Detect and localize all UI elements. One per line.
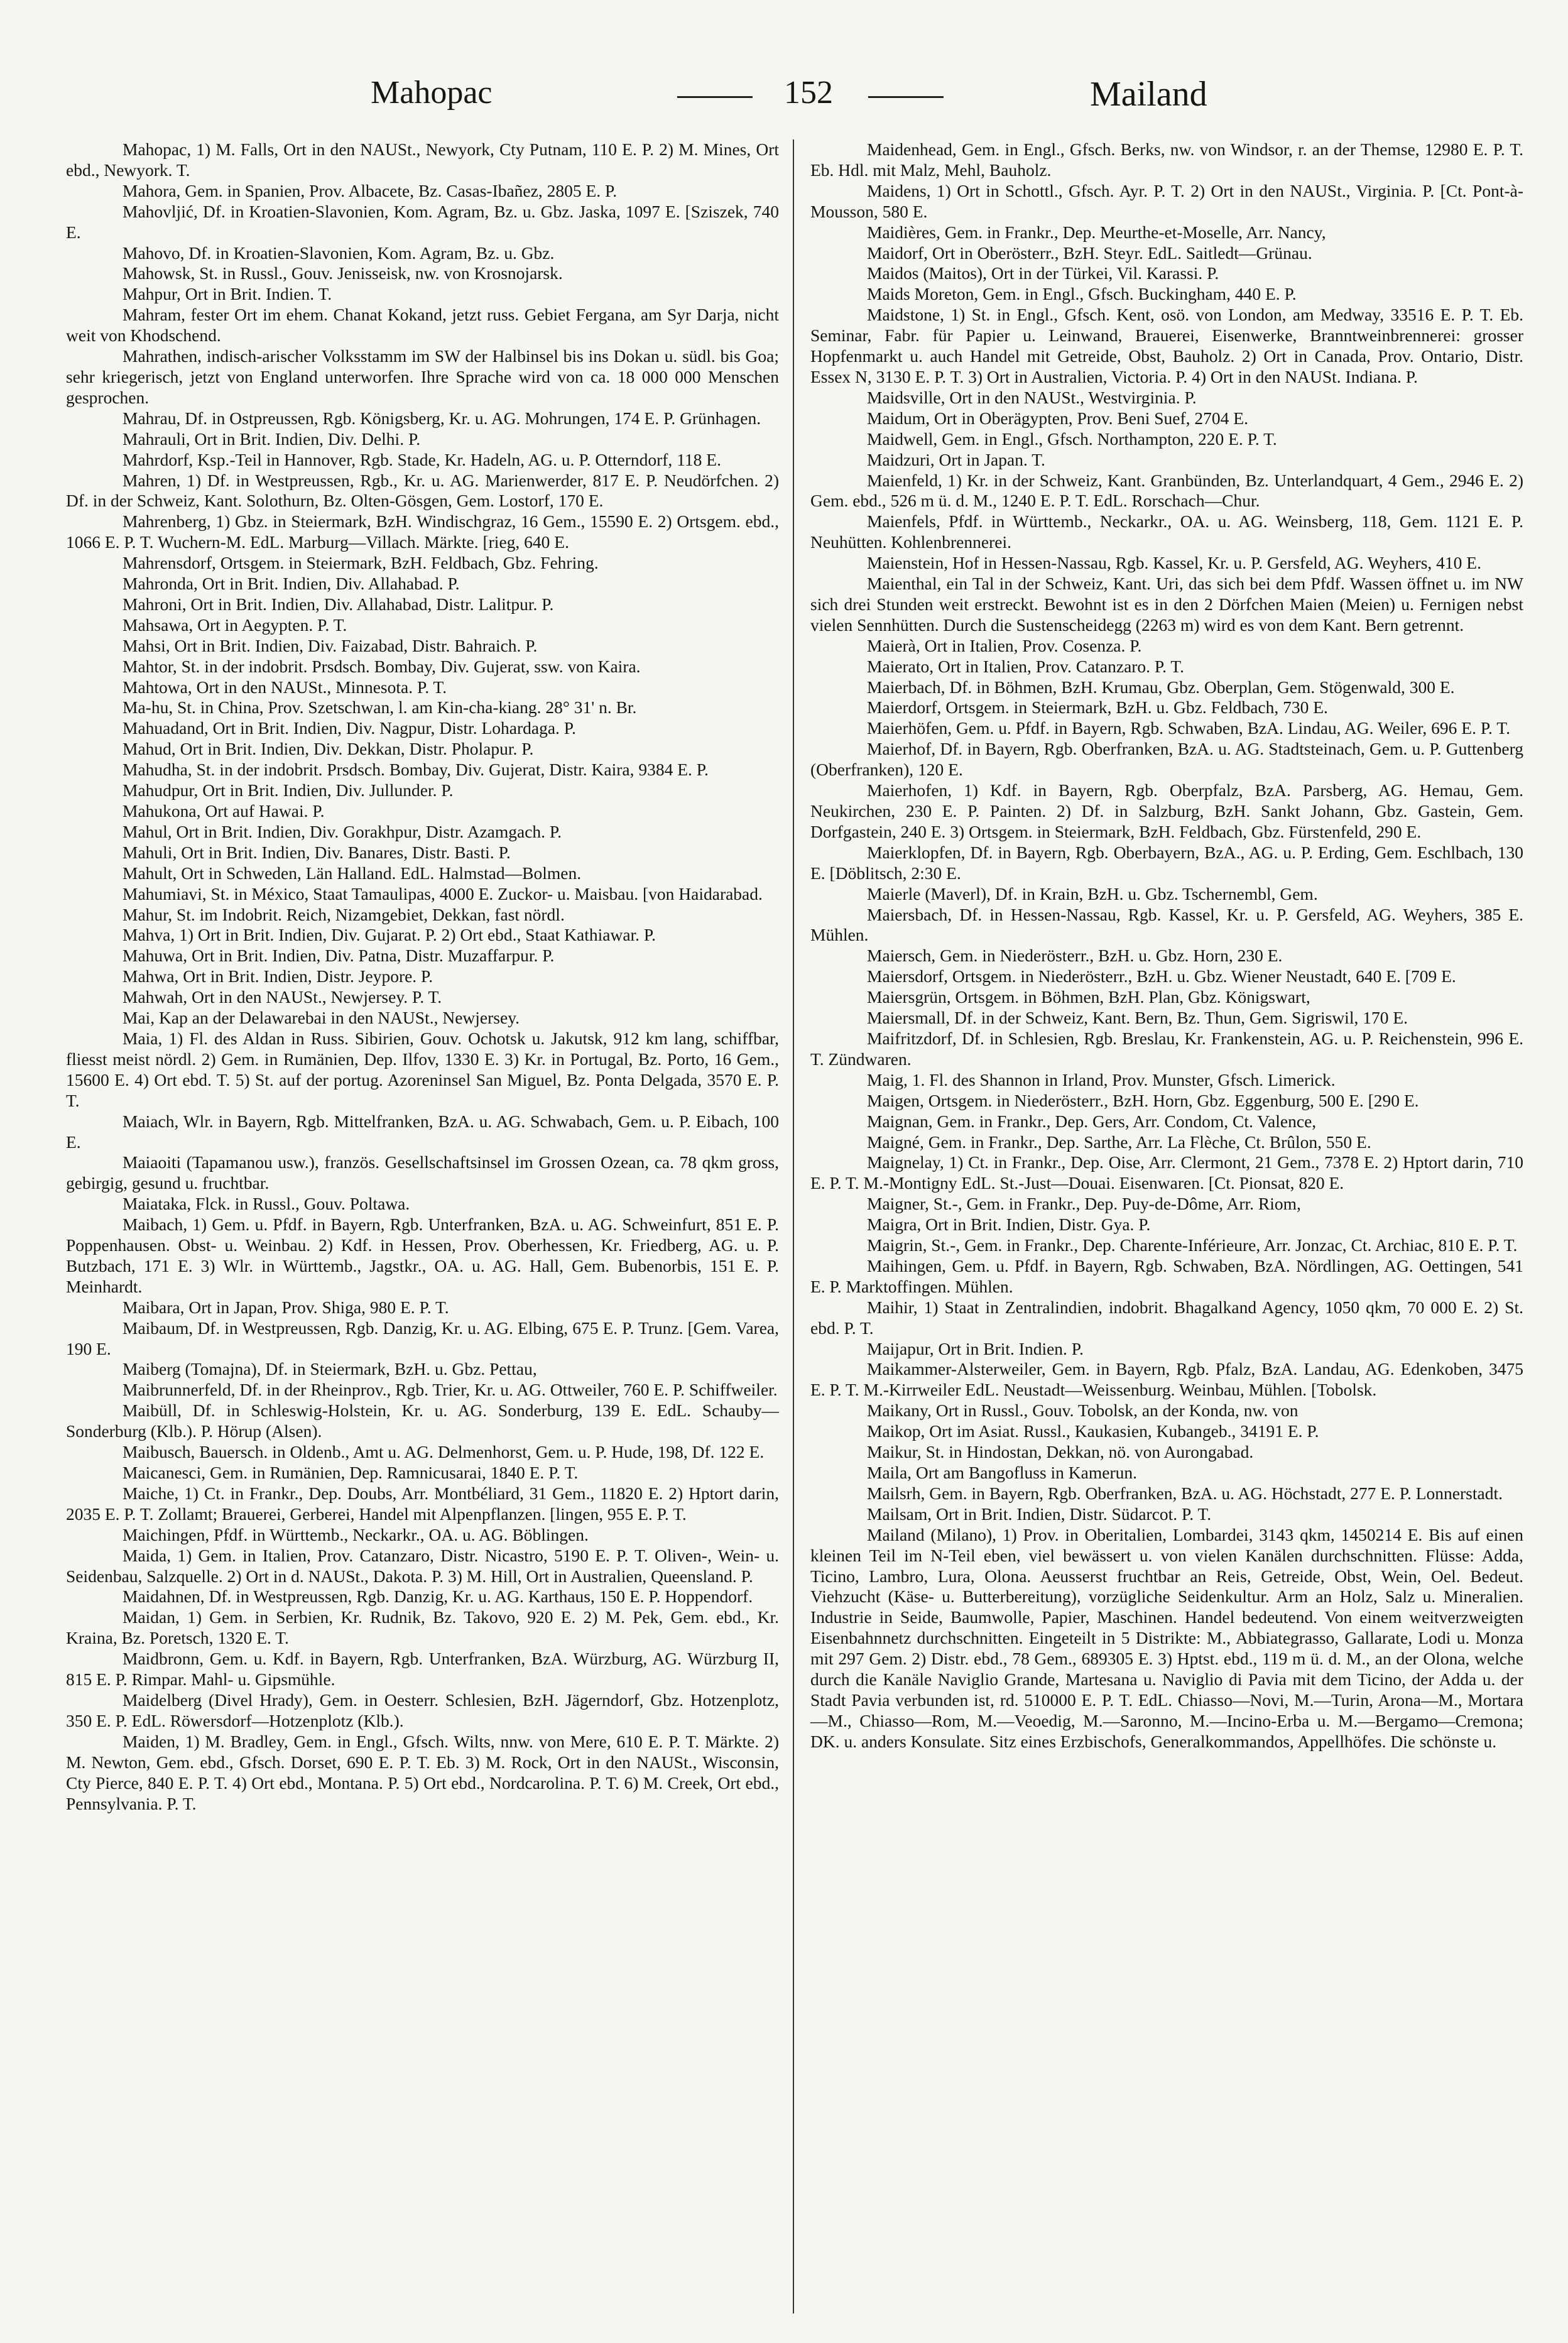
left-entry: Mahur, St. im Indobrit. Reich, Nizamgebiet, Dekkan, fast nördl. bbox=[122, 904, 565, 924]
left-entry: Maichingen, Pfdf. in Württemb., Neckarkr., OA. u. AG. Böblingen. bbox=[122, 1524, 589, 1544]
left-entry: Mahud, Ort in Brit. Indien, Div. Dekkan, Distr. Pholapur. P. bbox=[122, 739, 534, 759]
right-entry: Maienthal, ein Tal in der Schweiz, Kant. Uri, das sich bei dem Pfdf. Wassen öffnet u. im NW sich drei Stunden weit erstreckt. Bewohnt ist es in den 2 Dörfchen Maien (Meien) u. Fernigen nebst vielen Sennhütten. Durch die Sustenscheidegg (2263 m) wird es von dem Kant. Bern getrennt. bbox=[810, 574, 1523, 635]
right-entry: Maierhofen, 1) Kdf. in Bayern, Rgb. Oberpfalz, BzA. Parsberg, AG. Hemau, Gem. Neukirchen, 230 E. P. Painten. 2) Df. in Salzburg, BzH. Sankt Johann, Gbz. Gastein, Gem. Dorfgastein, 240 E. 3) Ortsgem. in Steiermark, BzH. Feldbach, Gbz. Fürstenfeld, 290 E. bbox=[810, 780, 1523, 841]
right-entry: Maierklopfen, Df. in Bayern, Rgb. Oberbayern, BzA., AG. u. P. Erding, Gem. Eschlbach, 130 E. [Döblitsch, 2:30 E. bbox=[810, 842, 1523, 883]
page-number: 152 bbox=[784, 75, 833, 111]
right-column bbox=[810, 139, 1523, 1752]
right-entry: Maidwell, Gem. in Engl., Gfsch. Northampton, 220 E. P. T. bbox=[867, 429, 1277, 449]
left-entry: Mahukona, Ort auf Hawai. P. bbox=[122, 801, 325, 821]
right-entry: Maids Moreton, Gem. in Engl., Gfsch. Buckingham, 440 E. P. bbox=[867, 284, 1297, 304]
left-entry: Mahram, fester Ort im ehem. Chanat Kokand, jetzt russ. Gebiet Fergana, am Syr Darja, nicht weit von Khodschend. bbox=[66, 305, 779, 346]
left-entry: Mahovo, Df. in Kroatien-Slavonien, Kom. Agram, Bz. u. Gbz. bbox=[122, 243, 555, 263]
left-entry: Mahren, 1) Df. in Westpreussen, Rgb., Kr. u. AG. Marienwerder, 817 E. P. Neudörfchen. 2) Df. in der Schweiz, Kant. Solothurn, Bz. Olten-Gösgen, Gem. Lostorf, 170 E. bbox=[66, 470, 779, 511]
left-entry: Mahsawa, Ort in Aegypten. P. T. bbox=[122, 614, 347, 635]
header-right-keyword: Mailand bbox=[1090, 75, 1207, 114]
right-entry: Maignelay, 1) Ct. in Frankr., Dep. Oise, Arr. Clermont, 21 Gem., 7378 E. 2) Hptort darin, 710 E. P. T. M.-Montigny EdL. St.-Just—Douai. Eisenwaren. [Ct. Pionsat, 820 E. bbox=[810, 1152, 1523, 1193]
left-entry: Mahul, Ort in Brit. Indien, Div. Gorakhpur, Distr. Azamgach. P. bbox=[122, 821, 562, 841]
left-entry: Mahuwa, Ort in Brit. Indien, Div. Patna, Distr. Muzaffarpur. P. bbox=[122, 946, 555, 966]
header-dash-right bbox=[868, 96, 944, 98]
right-entry: Maierhof, Df. in Bayern, Rgb. Oberfranken, BzA. u. AG. Stadtsteinach, Gem. u. P. Guttenberg (Oberfranken), 120 E. bbox=[810, 739, 1523, 780]
left-entry: Mahva, 1) Ort in Brit. Indien, Div. Gujarat. P. 2) Ort ebd., Staat Kathiawar. P. bbox=[122, 925, 656, 945]
left-entry: Mahsi, Ort in Brit. Indien, Div. Faizabad, Distr. Bahraich. P. bbox=[122, 635, 538, 655]
left-entry: Maibüll, Df. in Schleswig-Holstein, Kr. u. AG. Sonderburg, 139 E. EdL. Schauby—Sonderburg (Klb.). P. Hörup (Alsen). bbox=[66, 1401, 779, 1441]
right-entry: Maierle (Maverl), Df. in Krain, BzH. u. Gbz. Tschernembl, Gem. bbox=[867, 883, 1318, 904]
left-entry: Mahuli, Ort in Brit. Indien, Div. Banares, Distr. Basti. P. bbox=[122, 842, 511, 862]
left-entry: Maiataka, Flck. in Russl., Gouv. Poltawa. bbox=[122, 1194, 410, 1214]
left-entry: Ma-hu, St. in China, Prov. Szetschwan, l. am Kin-cha-kiang. 28° 31' n. Br. bbox=[122, 697, 637, 718]
page-header bbox=[0, 74, 1568, 131]
right-entry: Maikammer-Alsterweiler, Gem. in Bayern, Rgb. Pfalz, BzA. Landau, AG. Edenkoben, 3475 E. P. T. M.-Kirrweiler EdL. Neustadt—Weissenburg. Weinbau, Mühlen. [Tobolsk. bbox=[810, 1359, 1523, 1400]
right-entry: Maigen, Ortsgem. in Niederösterr., BzH. Horn, Gbz. Eggenburg, 500 E. [290 E. bbox=[867, 1090, 1419, 1110]
left-entry: Maidan, 1) Gem. in Serbien, Kr. Rudnik, Bz. Takovo, 920 E. 2) M. Pek, Gem. ebd., Kr. Kraina, Bz. Poretsch, 1320 E. T. bbox=[66, 1607, 779, 1648]
right-entry: Maidsville, Ort in den NAUSt., Westvirginia. P. bbox=[867, 387, 1197, 407]
right-entry: Maiersbach, Df. in Hessen-Nassau, Rgb. Kassel, Kr. u. P. Gersfeld, AG. Weyhers, 385 E. Mühlen. bbox=[810, 904, 1523, 945]
left-entry: Maicanesci, Gem. in Rumänien, Dep. Ramnicusarai, 1840 E. P. T. bbox=[122, 1463, 579, 1482]
left-entry: Mahora, Gem. in Spanien, Prov. Albacete, Bz. Casas-Ibañez, 2805 E. P. bbox=[122, 180, 618, 200]
left-entry: Maida, 1) Gem. in Italien, Prov. Catanzaro, Distr. Nicastro, 5190 E. P. T. Oliven-, Wein- u. Seidenbau, Salzquelle. 2) Ort in d. NAUSt., Dakota. P. 3) M. Hill, Ort in Australien, Queensland. P. bbox=[66, 1545, 779, 1586]
left-entry: Mahrensdorf, Ortsgem. in Steiermark, BzH. Feldbach, Gbz. Fehring. bbox=[122, 553, 599, 573]
right-entry: Maijapur, Ort in Brit. Indien. P. bbox=[867, 1338, 1084, 1358]
right-entry: Maidstone, 1) St. in Engl., Gfsch. Kent, osö. von London, am Medway, 33516 E. P. T. Eb. Seminar, Fabr. für Papier u. Leinwand, Brauerei, Eisenwerke, Branntweinbrennerei: grosser Hopfenmarkt u. auch Handel mit Getreide, Obst, Bauholz. 2) Ort in Canada, Prov. Ontario, Distr. Essex N, 3130 E. P. T. 3) Ort in Australien, Victoria. P. 4) Ort in den NAUSt. Indiana. P. bbox=[810, 305, 1523, 386]
right-entry: Maigné, Gem. in Frankr., Dep. Sarthe, Arr. La Flèche, Ct. Brûlon, 550 E. bbox=[867, 1132, 1371, 1152]
left-entry: Maiden, 1) M. Bradley, Gem. in Engl., Gfsch. Wilts, nnw. von Mere, 610 E. P. T. Märkte. 2) M. Newton, Gem. ebd., Gfsch. Dorset, 690 E. P. T. Eb. 3) M. Rock, Ort in den NAUSt., Wisconsin, Cty Pierce, 840 E. P. T. 4) Ort ebd., Montana. P. 5) Ort ebd., Nordcarolina. P. T. 6) M. Creek, Ort ebd., Pennsylvania. P. T. bbox=[66, 1731, 779, 1813]
left-entry: Mahovljić, Df. in Kroatien-Slavonien, Kom. Agram, Bz. u. Gbz. Jaska, 1097 E. [Sziszek, 740 E. bbox=[66, 201, 779, 242]
right-entry: Maierbach, Df. in Böhmen, BzH. Krumau, Gbz. Oberplan, Gem. Stögenwald, 300 E. bbox=[867, 677, 1455, 697]
left-entry: Mahult, Ort in Schweden, Län Halland. EdL. Halmstad—Bolmen. bbox=[122, 863, 582, 883]
left-entry: Mahrdorf, Ksp.-Teil in Hannover, Rgb. Stade, Kr. Hadeln, AG. u. P. Otterndorf, 118 E. bbox=[122, 449, 721, 469]
left-entry: Maiberg (Tomajna), Df. in Steiermark, BzH. u. Gbz. Pettau, bbox=[122, 1359, 537, 1379]
header-dash-left bbox=[677, 96, 753, 98]
left-entry: Maibusch, Bauersch. in Oldenb., Amt u. AG. Delmenhorst, Gem. u. P. Hude, 198, Df. 122 E. bbox=[122, 1442, 765, 1462]
right-entry: Maiersdorf, Ortsgem. in Niederösterr., BzH. u. Gbz. Wiener Neustadt, 640 E. [709 E. bbox=[867, 966, 1456, 986]
right-entry: Maignan, Gem. in Frankr., Dep. Gers, Arr. Condom, Ct. Valence, bbox=[867, 1111, 1317, 1131]
left-entry: Mahudha, St. in der indobrit. Prsdsch. Bombay, Div. Gujerat, Distr. Kaira, 9384 E. P. bbox=[122, 760, 709, 780]
left-entry: Mahtowa, Ort in den NAUSt., Minnesota. P. T. bbox=[122, 677, 447, 697]
right-entry: Maidzuri, Ort in Japan. T. bbox=[867, 449, 1045, 469]
left-entry: Maiche, 1) Ct. in Frankr., Dep. Doubs, Arr. Montbéliard, 31 Gem., 11820 E. 2) Hptort darin, 2035 E. P. T. Zollamt; Brauerei, Gerberei, Handel mit Alpenpflanzen. [lingen, 955 E. P. T. bbox=[66, 1483, 779, 1524]
left-entry: Mahowsk, St. in Russl., Gouv. Jenisseisk, nw. von Krosnojarsk. bbox=[122, 263, 563, 283]
left-entry: Maibaum, Df. in Westpreussen, Rgb. Danzig, Kr. u. AG. Elbing, 675 E. P. Trunz. [Gem. Varea, 190 E. bbox=[66, 1318, 779, 1358]
left-entry: Mai, Kap an der Delawarebai in den NAUSt., Newjersey. bbox=[122, 1008, 520, 1028]
right-entry: Maidens, 1) Ort in Schottl., Gfsch. Ayr. P. T. 2) Ort in den NAUSt., Virginia. P. [Ct. Pont-à-Mousson, 580 E. bbox=[810, 180, 1523, 221]
right-entry: Maiersmall, Df. in der Schweiz, Kant. Bern, Bz. Thun, Gem. Sigriswil, 170 E. bbox=[867, 1008, 1408, 1028]
left-entry: Mahroni, Ort in Brit. Indien, Div. Allahabad, Distr. Lalitpur. P. bbox=[122, 594, 554, 614]
left-entry: Mahrauli, Ort in Brit. Indien, Div. Delhi. P. bbox=[122, 429, 421, 449]
left-entry: Mahpur, Ort in Brit. Indien. T. bbox=[122, 284, 332, 304]
right-entry: Maiersch, Gem. in Niederösterr., BzH. u. Gbz. Horn, 230 E. bbox=[867, 946, 1283, 966]
right-entry: Maierà, Ort in Italien, Prov. Cosenza. P. bbox=[867, 635, 1142, 655]
left-entry: Mahwah, Ort in den NAUSt., Newjersey. P. T. bbox=[122, 987, 442, 1007]
column-divider bbox=[793, 139, 794, 2313]
left-entry: Maibara, Ort in Japan, Prov. Shiga, 980 E. P. T. bbox=[122, 1297, 449, 1317]
right-entry: Maiersgrün, Ortsgem. in Böhmen, BzH. Plan, Gbz. Königswart, bbox=[867, 987, 1310, 1007]
left-entry: Maidelberg (Divel Hrady), Gem. in Oesterr. Schlesien, BzH. Jägerndorf, Gbz. Hotzenplotz, 350 E. P. EdL. Röwersdorf—Hotzenplotz (Klb.). bbox=[66, 1690, 779, 1730]
left-entry: Mahudpur, Ort in Brit. Indien, Div. Jullunder. P. bbox=[122, 780, 454, 800]
left-entry: Mahwa, Ort in Brit. Indien, Distr. Jeypore. P. bbox=[122, 966, 433, 986]
right-entry: Maierhöfen, Gem. u. Pfdf. in Bayern, Rgb. Schwaben, BzA. Lindau, AG. Weiler, 696 E. P. T. bbox=[867, 718, 1510, 738]
right-entry: Mailand (Milano), 1) Prov. in Oberitalien, Lombardei, 3143 qkm, 1450214 E. Bis auf einen kleinen Teil im N-Teil eben, viel bewässert u. von vielen Kanälen durchschnitten. Flüsse: Adda, Ticino, Lambro, Lura, Olona. Aeusserst fruchtbar an Reis, Getreide, Obst, Wein, Oel. Bedeut. Viehzucht (Käse- u. Butterbereitung), vorzügliche Seidenkultur. Arm an Holz, Salz u. Mineralien. Industrie in Seide, Baumwolle, Papier, Maschinen. Handel bedeutend. Von einem weitverzweigten Eisenbahnnetz durchschnitten. Eingeteilt in 5 Distrikte: M., Abbiategrasso, Gallarate, Lodi u. Monza mit 297 Gem. 2) Distr. ebd., 78 Gem., 689305 E. 3) Hptst. ebd., 119 m ü. d. M., an der Olona, welche durch die Kanäle Naviglio Grande, Martesana u. Naviglio di Pavia mit dem Ticino, der Adda u. der Stadt Pavia verbunden ist, rd. 510000 E. P. T. EdL. Chiasso—Novi, M.—Turin, Arona—M., Mortara—M., Chiasso—Rom, M.—Veoedig, M.—Saronno, M.—Incino-Erba u. M.—Bergamo—Cremona; DK. u. anders Konsulate. Sitz eines Erzbischofs, Generalkommandos, Appellhöfes. Die schönste u. bbox=[810, 1524, 1523, 1751]
right-entry: Maikur, St. in Hindostan, Dekkan, nö. von Aurongabad. bbox=[867, 1442, 1254, 1462]
left-entry: Maiach, Wlr. in Bayern, Rgb. Mittelfranken, BzA. u. AG. Schwabach, Gem. u. P. Eibach, 100 E. bbox=[66, 1111, 779, 1152]
left-entry: Mahopac, 1) M. Falls, Ort in den NAUSt., Newyork, Cty Putnam, 110 E. P. 2) M. Mines, Ort ebd., Newyork. T. bbox=[66, 139, 779, 180]
left-entry: Maibach, 1) Gem. u. Pfdf. in Bayern, Rgb. Unterfranken, BzA. u. AG. Schweinfurt, 851 E. P. Poppenhausen. Obst- u. Weinbau. 2) Kdf. in Hessen, Prov. Oberhessen, Kr. Friedberg, AG. u. P. Butzbach, 171 E. 3) Wlr. in Württemb., Jagstkr., OA. u. AG. Hall, Gem. Bubenorbis, 151 E. P. Meinhardt. bbox=[66, 1215, 779, 1296]
right-entry: Maikop, Ort im Asiat. Russl., Kaukasien, Kubangeb., 34191 E. P. bbox=[867, 1421, 1319, 1441]
right-entry: Maigrin, St.-, Gem. in Frankr., Dep. Charente-Inférieure, Arr. Jonzac, Ct. Archiac, 810 E. P. T. bbox=[867, 1235, 1518, 1255]
left-column bbox=[66, 139, 779, 1814]
left-entry: Mahronda, Ort in Brit. Indien, Div. Allahabad. P. bbox=[122, 574, 460, 594]
left-entry: Maia, 1) Fl. des Aldan in Russ. Sibirien, Gouv. Ochotsk u. Jakutsk, 912 km lang, schiffbar, fliesst meist nördl. 2) Gem. in Rumänien, Dep. Ilfov, 1330 E. 3) Kr. in Portugal, Bz. Porto, 16 Gem., 15600 E. 4) Ort ebd. T. 5) St. auf der portug. Azoreninsel San Miguel, Bz. Ponta Delgada, 3570 E. P. T. bbox=[66, 1028, 779, 1110]
right-entry: Maidum, Ort in Oberägypten, Prov. Beni Suef, 2704 E. bbox=[867, 408, 1248, 428]
left-entry: Maibrunnerfeld, Df. in der Rheinprov., Rgb. Trier, Kr. u. AG. Ottweiler, 760 E. P. Schiffweiler. bbox=[122, 1380, 778, 1400]
right-entry: Maidorf, Ort in Oberösterr., BzH. Steyr. EdL. Saitledt—Grünau. bbox=[867, 243, 1312, 263]
right-entry: Maidos (Maitos), Ort in der Türkei, Vil. Karassi. P. bbox=[867, 263, 1219, 283]
right-entry: Maikany, Ort in Russl., Gouv. Tobolsk, an der Konda, nw. von bbox=[867, 1401, 1298, 1421]
right-entry: Maienstein, Hof in Hessen-Nassau, Rgb. Kassel, Kr. u. P. Gersfeld, AG. Weyhers, 410 E. bbox=[867, 553, 1481, 573]
right-entry: Maierdorf, Ortsgem. in Steiermark, BzH. u. Gbz. Feldbach, 730 E. bbox=[867, 697, 1328, 718]
right-entry: Mailsam, Ort in Brit. Indien, Distr. Südarcot. P. T. bbox=[867, 1504, 1212, 1524]
left-entry: Maidahnen, Df. in Westpreussen, Rgb. Danzig, Kr. u. AG. Karthaus, 150 E. P. Hoppendorf. bbox=[122, 1587, 753, 1607]
right-entry: Maig, 1. Fl. des Shannon in Irland, Prov. Munster, Gfsch. Limerick. bbox=[867, 1069, 1336, 1090]
right-entry: Maienfels, Pfdf. in Württemb., Neckarkr., OA. u. AG. Weinsberg, 118, Gem. 1121 E. P. Neuhütten. Kohlenbrennerei. bbox=[810, 511, 1523, 552]
left-entry: Maiaoiti (Tapamanou usw.), französ. Gesellschaftsinsel im Grossen Ozean, ca. 78 qkm gross, gebirgig, gesund u. fruchtbar. bbox=[66, 1152, 779, 1193]
right-entry: Mailsrh, Gem. in Bayern, Rgb. Oberfranken, BzA. u. AG. Höchstadt, 277 E. P. Lonnerstadt. bbox=[867, 1483, 1503, 1503]
right-entry: Maienfeld, 1) Kr. in der Schweiz, Kant. Granbünden, Bz. Unterlandquart, 4 Gem., 2946 E. 2) Gem. ebd., 526 m ü. d. M., 1240 E. P. T. EdL. Rorschach—Chur. bbox=[810, 470, 1523, 511]
right-entry: Maidières, Gem. in Frankr., Dep. Meurthe-et-Moselle, Arr. Nancy, bbox=[867, 222, 1326, 242]
left-entry: Mahumiavi, St. in México, Staat Tamaulipas, 4000 E. Zuckor- u. Maisbau. [von Haidarabad. bbox=[122, 883, 763, 904]
right-entry: Maihingen, Gem. u. Pfdf. in Bayern, Rgb. Schwaben, BzA. Nördlingen, AG. Oettingen, 541 E. P. Marktoffingen. Mühlen. bbox=[810, 1255, 1523, 1296]
left-entry: Mahrau, Df. in Ostpreussen, Rgb. Königsberg, Kr. u. AG. Mohrungen, 174 E. P. Grünhagen. bbox=[122, 408, 761, 428]
right-entry: Maigner, St.-, Gem. in Frankr., Dep. Puy-de-Dôme, Arr. Riom, bbox=[867, 1194, 1301, 1214]
left-entry: Mahtor, St. in der indobrit. Prsdsch. Bombay, Div. Gujerat, ssw. von Kaira. bbox=[122, 656, 641, 676]
left-entry: Mahuadand, Ort in Brit. Indien, Div. Nagpur, Distr. Lohardaga. P. bbox=[122, 718, 576, 738]
right-entry: Maifritzdorf, Df. in Schlesien, Rgb. Breslau, Kr. Frankenstein, AG. u. P. Reichenstein, 996 E. T. Zündwaren. bbox=[810, 1028, 1523, 1069]
left-entry: Maidbronn, Gem. u. Kdf. in Bayern, Rgb. Unterfranken, BzA. Würzburg, AG. Würzburg II, 815 E. P. Rimpar. Mahl- u. Gipsmühle. bbox=[66, 1649, 779, 1690]
right-entry: Maihir, 1) Staat in Zentralindien, indobrit. Bhagalkand Agency, 1050 qkm, 70 000 E. 2) St. ebd. P. T. bbox=[810, 1297, 1523, 1338]
right-entry: Maigra, Ort in Brit. Indien, Distr. Gya. P. bbox=[867, 1215, 1151, 1235]
right-entry: Maila, Ort am Bangofluss in Kamerun. bbox=[867, 1463, 1137, 1482]
right-entry: Maierato, Ort in Italien, Prov. Catanzaro. P. T. bbox=[867, 656, 1185, 676]
header-left-keyword: Mahopac bbox=[371, 75, 493, 111]
left-entry: Mahrathen, indisch-arischer Volksstamm im SW der Halbinsel bis ins Dokan u. südl. bis Goa; sehr kriegerisch, jetzt von England unterworfen. Ihre Sprache wird von ca. 18 000 000 Menschen gesprochen. bbox=[66, 346, 779, 407]
right-entry: Maidenhead, Gem. in Engl., Gfsch. Berks, nw. von Windsor, r. an der Themse, 12980 E. P. T. Eb. Hdl. mit Malz, Mehl, Bauholz. bbox=[810, 139, 1523, 180]
left-entry: Mahrenberg, 1) Gbz. in Steiermark, BzH. Windischgraz, 16 Gem., 15590 E. 2) Ortsgem. ebd., 1066 E. P. T. Wuchern-M. EdL. Marburg—Villach. Märkte. [rieg, 640 E. bbox=[66, 511, 779, 552]
